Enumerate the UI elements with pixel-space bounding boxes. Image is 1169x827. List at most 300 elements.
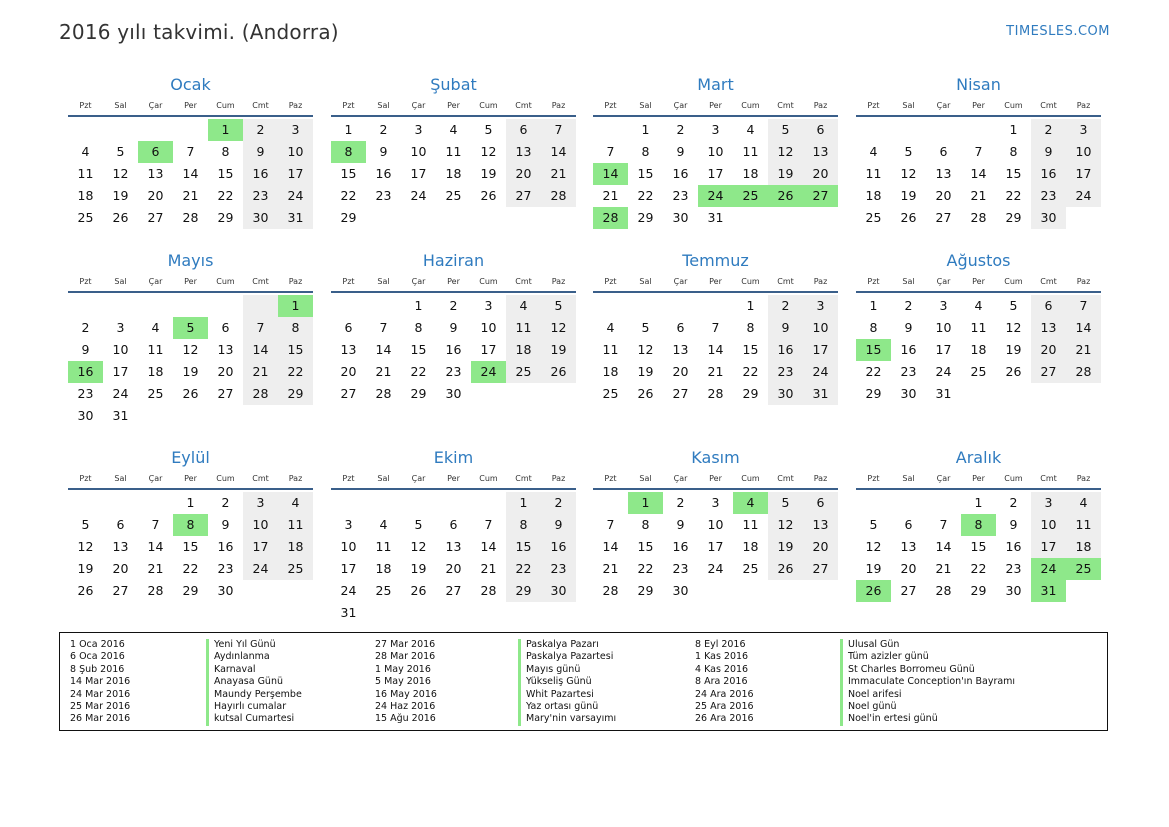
holiday-name: Yeni Yıl Günü xyxy=(206,639,276,651)
day-cell: 2 xyxy=(243,119,278,141)
day-cell: 13 xyxy=(900,539,917,554)
weekday-label: Pzt xyxy=(867,277,880,286)
day-cell: 7 xyxy=(1066,295,1101,317)
weekday-label: Çar xyxy=(411,474,426,483)
weekday-label: Cmt xyxy=(777,474,794,483)
weekday-header xyxy=(856,98,1101,117)
day-cell: 2 xyxy=(676,495,685,510)
day-cell: 7 xyxy=(974,144,983,159)
weekday-label: Cum xyxy=(741,101,760,110)
day-cell: 17 xyxy=(707,166,724,181)
day-cell: 3 xyxy=(278,119,313,141)
empty-cell xyxy=(278,580,313,602)
day-cell: 25 xyxy=(375,583,392,598)
day-cell: 15 xyxy=(637,539,654,554)
weekday-label: Sal xyxy=(114,101,127,110)
day-cell: 26 xyxy=(410,583,427,598)
weekday-label: Cmt xyxy=(515,101,532,110)
day-cell: 23 xyxy=(541,558,576,580)
day-cell: 29 xyxy=(217,210,234,225)
day-cell: 22 xyxy=(1005,188,1022,203)
day-cell: 22 xyxy=(278,361,313,383)
day-cell: 18 xyxy=(742,166,759,181)
day-cell: 24 xyxy=(698,185,733,207)
week-row xyxy=(856,383,1101,405)
day-cell: 26 xyxy=(1005,364,1022,379)
day-cell: 23 xyxy=(77,386,94,401)
day-cell: 20 xyxy=(112,561,129,576)
weekday-label: Paz xyxy=(813,474,828,483)
holiday-name: Karnaval xyxy=(206,664,256,676)
day-cell: 3 xyxy=(711,122,720,137)
weekday-label: Paz xyxy=(288,277,303,286)
day-cell: 11 xyxy=(278,514,313,536)
day-cell: 22 xyxy=(182,561,199,576)
week-row xyxy=(68,514,313,536)
empty-cell xyxy=(506,602,541,624)
day-cell: 29 xyxy=(278,383,313,405)
month-name: Ekim xyxy=(433,448,474,467)
weekday-label: Sal xyxy=(639,474,652,483)
weekday-label: Sal xyxy=(639,101,652,110)
day-cell: 16 xyxy=(445,342,462,357)
weekday-label: Pzt xyxy=(342,101,355,110)
day-cell: 25 xyxy=(742,561,759,576)
weekday-label: Cum xyxy=(216,277,235,286)
day-cell: 21 xyxy=(935,561,952,576)
day-cell: 4 xyxy=(81,144,90,159)
empty-cell xyxy=(768,580,803,602)
day-cell: 9 xyxy=(1009,517,1018,532)
weekday-label: Paz xyxy=(551,474,566,483)
empty-cell xyxy=(768,207,803,229)
day-cell: 12 xyxy=(77,539,94,554)
week-row xyxy=(331,361,576,383)
holiday-date: 16 May 2016 xyxy=(375,688,437,700)
day-cell: 23 xyxy=(900,364,917,379)
day-cell: 21 xyxy=(970,188,987,203)
day-cell: 11 xyxy=(865,166,882,181)
day-cell: 2 xyxy=(904,298,913,313)
day-cell: 4 xyxy=(869,144,878,159)
day-cell: 2 xyxy=(768,295,803,317)
empty-cell xyxy=(208,405,243,427)
holiday-date: 24 Ara 2016 xyxy=(695,688,754,700)
week-row xyxy=(593,207,838,229)
week-row xyxy=(68,492,313,514)
day-cell: 13 xyxy=(935,166,952,181)
day-cell: 27 xyxy=(506,185,541,207)
empty-cell xyxy=(471,602,506,624)
day-cell: 1 xyxy=(278,295,313,317)
day-cell: 4 xyxy=(151,320,160,335)
weekday-label: Paz xyxy=(551,277,566,286)
empty-cell xyxy=(891,492,926,514)
day-cell: 26 xyxy=(112,210,129,225)
day-cell: 28 xyxy=(541,185,576,207)
day-cell: 29 xyxy=(1005,210,1022,225)
day-cell: 4 xyxy=(449,122,458,137)
day-cell: 25 xyxy=(147,386,164,401)
day-cell: 25 xyxy=(445,188,462,203)
day-cell: 10 xyxy=(410,144,427,159)
week-row xyxy=(331,163,576,185)
week-row xyxy=(68,580,313,602)
holiday-date: 14 Mar 2016 xyxy=(70,676,131,688)
day-cell: 3 xyxy=(711,495,720,510)
day-cell: 29 xyxy=(637,210,654,225)
empty-cell xyxy=(891,119,926,141)
weekday-header xyxy=(331,274,576,293)
day-cell: 5 xyxy=(904,144,913,159)
day-cell: 29 xyxy=(410,386,427,401)
day-cell: 28 xyxy=(935,583,952,598)
day-cell: 26 xyxy=(541,361,576,383)
day-cell: 21 xyxy=(602,188,619,203)
day-cell: 9 xyxy=(541,514,576,536)
week-row xyxy=(68,383,313,405)
month-block xyxy=(856,447,1101,602)
month-name: Haziran xyxy=(422,251,485,270)
empty-cell xyxy=(593,119,628,141)
holiday-name: Noel günü xyxy=(840,701,897,713)
weekday-header xyxy=(856,471,1101,490)
day-cell: 18 xyxy=(77,188,94,203)
month-name: Nisan xyxy=(956,75,1001,94)
day-cell: 14 xyxy=(541,141,576,163)
day-cell: 24 xyxy=(1031,558,1066,580)
day-cell: 13 xyxy=(1031,317,1066,339)
day-cell: 11 xyxy=(445,144,462,159)
day-cell: 1 xyxy=(628,492,663,514)
day-cell: 9 xyxy=(81,342,90,357)
weekday-label: Cmt xyxy=(252,101,269,110)
day-cell: 23 xyxy=(217,561,234,576)
week-row xyxy=(856,361,1101,383)
weekday-label: Pzt xyxy=(604,101,617,110)
day-cell: 23 xyxy=(375,188,392,203)
weekday-header xyxy=(593,471,838,490)
empty-cell xyxy=(401,492,436,514)
weekday-label: Cmt xyxy=(1040,101,1057,110)
empty-cell xyxy=(541,602,576,624)
weekday-label: Paz xyxy=(1076,277,1091,286)
day-cell: 17 xyxy=(112,364,129,379)
holiday-name: St Charles Borromeu Günü xyxy=(840,664,975,676)
day-cell: 25 xyxy=(602,386,619,401)
day-cell: 18 xyxy=(278,536,313,558)
day-cell: 14 xyxy=(593,163,628,185)
day-cell: 10 xyxy=(278,141,313,163)
weekday-label: Paz xyxy=(1076,101,1091,110)
day-cell: 12 xyxy=(182,342,199,357)
empty-cell xyxy=(996,383,1031,405)
day-cell: 13 xyxy=(803,141,838,163)
day-cell: 10 xyxy=(707,517,724,532)
holiday-date: 26 Mar 2016 xyxy=(70,713,131,725)
day-cell: 11 xyxy=(506,317,541,339)
day-cell: 19 xyxy=(768,163,803,185)
day-cell: 8 xyxy=(869,320,878,335)
empty-cell xyxy=(628,295,663,317)
month-block xyxy=(331,447,576,624)
week-row xyxy=(68,207,313,229)
weekday-label: Per xyxy=(447,277,460,286)
day-cell: 6 xyxy=(138,141,173,163)
month-block xyxy=(593,447,838,602)
weekday-label: Cmt xyxy=(1040,277,1057,286)
holiday-date: 15 Ağu 2016 xyxy=(375,713,436,725)
day-cell: 5 xyxy=(1009,298,1018,313)
day-cell: 2 xyxy=(1031,119,1066,141)
day-cell: 26 xyxy=(856,580,891,602)
empty-cell xyxy=(926,119,961,141)
day-cell: 3 xyxy=(344,517,353,532)
day-cell: 22 xyxy=(637,561,654,576)
day-cell: 28 xyxy=(1066,361,1101,383)
empty-cell xyxy=(1066,207,1101,229)
weekday-label: Pzt xyxy=(867,474,880,483)
day-cell: 9 xyxy=(904,320,913,335)
page-title: 2016 yılı takvimi. (Andorra) xyxy=(59,20,339,44)
day-cell: 2 xyxy=(81,320,90,335)
weekday-label: Cum xyxy=(1004,101,1023,110)
month-block xyxy=(856,250,1101,405)
day-cell: 28 xyxy=(602,583,619,598)
month-block xyxy=(68,250,313,427)
week-row xyxy=(331,339,576,361)
day-cell: 23 xyxy=(1005,561,1022,576)
holiday-name: Aydınlanma xyxy=(206,651,270,663)
week-row xyxy=(593,536,838,558)
month-name: Aralık xyxy=(955,448,1002,467)
holiday-date: 4 Kas 2016 xyxy=(695,663,749,675)
week-row xyxy=(68,361,313,383)
day-cell: 9 xyxy=(676,144,685,159)
empty-cell xyxy=(471,492,506,514)
day-cell: 21 xyxy=(182,188,199,203)
week-row xyxy=(856,558,1101,580)
empty-cell xyxy=(243,295,278,317)
weekday-label: Sal xyxy=(377,277,390,286)
weekday-label: Çar xyxy=(936,474,951,483)
week-row xyxy=(68,185,313,207)
day-cell: 13 xyxy=(506,141,541,163)
month-name: Ağustos xyxy=(946,251,1011,270)
day-cell: 28 xyxy=(593,207,628,229)
day-cell: 16 xyxy=(1031,163,1066,185)
day-cell: 8 xyxy=(506,514,541,536)
day-cell: 23 xyxy=(672,561,689,576)
day-cell: 13 xyxy=(445,539,462,554)
week-row xyxy=(856,163,1101,185)
weekday-label: Cum xyxy=(1004,474,1023,483)
weekday-label: Pzt xyxy=(79,474,92,483)
holiday-name: Mary'nin varsayımı xyxy=(518,713,616,725)
empty-cell xyxy=(926,492,961,514)
day-cell: 23 xyxy=(445,364,462,379)
empty-cell xyxy=(401,602,436,624)
day-cell: 13 xyxy=(672,342,689,357)
holiday-name: Mayıs günü xyxy=(518,664,580,676)
week-row xyxy=(68,339,313,361)
day-cell: 9 xyxy=(379,144,388,159)
day-cell: 15 xyxy=(340,166,357,181)
day-cell: 24 xyxy=(278,185,313,207)
day-cell: 13 xyxy=(340,342,357,357)
day-cell: 6 xyxy=(116,517,125,532)
day-cell: 23 xyxy=(768,361,803,383)
day-cell: 30 xyxy=(217,583,234,598)
day-cell: 26 xyxy=(768,185,803,207)
empty-cell xyxy=(138,295,173,317)
holiday-date: 8 Eyl 2016 xyxy=(695,639,746,650)
day-cell: 14 xyxy=(243,339,278,361)
weekday-header xyxy=(331,471,576,490)
holiday-name: Immaculate Conception'ın Bayramı xyxy=(840,676,1015,688)
week-row xyxy=(331,514,576,536)
day-cell: 28 xyxy=(375,386,392,401)
weekday-label: Cum xyxy=(479,277,498,286)
weekday-header xyxy=(331,98,576,117)
day-cell: 27 xyxy=(217,386,234,401)
month-block xyxy=(331,250,576,405)
day-cell: 23 xyxy=(672,188,689,203)
day-cell: 25 xyxy=(278,558,313,580)
day-cell: 12 xyxy=(768,514,803,536)
empty-cell xyxy=(366,492,401,514)
day-cell: 5 xyxy=(116,144,125,159)
day-cell: 6 xyxy=(939,144,948,159)
day-cell: 24 xyxy=(340,583,357,598)
day-cell: 25 xyxy=(865,210,882,225)
week-row xyxy=(593,339,838,361)
holiday-name: Whit Pazartesi xyxy=(518,689,594,701)
day-cell: 20 xyxy=(672,364,689,379)
day-cell: 11 xyxy=(602,342,619,357)
month-block xyxy=(68,74,313,229)
week-row xyxy=(331,295,576,317)
day-cell: 12 xyxy=(112,166,129,181)
week-row xyxy=(593,317,838,339)
week-row xyxy=(593,361,838,383)
weekday-label: Per xyxy=(972,277,985,286)
day-cell: 20 xyxy=(147,188,164,203)
weekday-label: Cmt xyxy=(252,474,269,483)
day-cell: 16 xyxy=(1005,539,1022,554)
week-row xyxy=(331,317,576,339)
week-row xyxy=(68,536,313,558)
weekday-label: Pzt xyxy=(79,101,92,110)
weekday-label: Çar xyxy=(673,101,688,110)
day-cell: 11 xyxy=(77,166,94,181)
day-cell: 31 xyxy=(1031,580,1066,602)
week-row xyxy=(856,514,1101,536)
day-cell: 29 xyxy=(182,583,199,598)
day-cell: 21 xyxy=(375,364,392,379)
empty-cell xyxy=(436,492,471,514)
day-cell: 20 xyxy=(900,561,917,576)
day-cell: 18 xyxy=(742,539,759,554)
day-cell: 20 xyxy=(445,561,462,576)
empty-cell xyxy=(331,295,366,317)
weekday-header xyxy=(68,471,313,490)
week-row xyxy=(68,141,313,163)
day-cell: 7 xyxy=(606,517,615,532)
day-cell: 15 xyxy=(410,342,427,357)
day-cell: 17 xyxy=(243,536,278,558)
day-cell: 27 xyxy=(803,185,838,207)
week-row xyxy=(593,558,838,580)
month-block xyxy=(68,447,313,602)
day-cell: 19 xyxy=(112,188,129,203)
brand-link[interactable]: TIMESLES.COM xyxy=(1006,24,1110,39)
empty-cell xyxy=(471,207,506,229)
day-cell: 5 xyxy=(768,492,803,514)
day-cell: 4 xyxy=(278,492,313,514)
weekday-label: Cmt xyxy=(515,277,532,286)
day-cell: 11 xyxy=(742,517,759,532)
week-row xyxy=(593,185,838,207)
empty-cell xyxy=(803,207,838,229)
day-cell: 12 xyxy=(480,144,497,159)
holiday-date: 25 Ara 2016 xyxy=(695,701,754,712)
empty-cell xyxy=(698,580,733,602)
week-row xyxy=(331,207,576,229)
day-cell: 19 xyxy=(410,561,427,576)
empty-cell xyxy=(68,295,103,317)
weekday-label: Cmt xyxy=(515,474,532,483)
weekday-label: Cum xyxy=(741,474,760,483)
weekday-label: Çar xyxy=(411,277,426,286)
day-cell: 20 xyxy=(340,364,357,379)
day-cell: 4 xyxy=(506,295,541,317)
empty-cell xyxy=(961,119,996,141)
week-row xyxy=(856,580,1101,602)
day-cell: 17 xyxy=(707,539,724,554)
day-cell: 25 xyxy=(1066,558,1101,580)
week-row xyxy=(593,141,838,163)
day-cell: 17 xyxy=(340,561,357,576)
day-cell: 12 xyxy=(410,539,427,554)
day-cell: 6 xyxy=(803,492,838,514)
empty-cell xyxy=(541,383,576,405)
day-cell: 4 xyxy=(733,492,768,514)
day-cell: 22 xyxy=(865,364,882,379)
week-row xyxy=(856,207,1101,229)
weekday-label: Pzt xyxy=(342,277,355,286)
day-cell: 8 xyxy=(641,144,650,159)
day-cell: 13 xyxy=(112,539,129,554)
weekday-label: Cum xyxy=(1004,277,1023,286)
day-cell: 31 xyxy=(340,605,357,620)
day-cell: 13 xyxy=(147,166,164,181)
weekday-header xyxy=(68,274,313,293)
week-row xyxy=(68,405,313,427)
day-cell: 5 xyxy=(484,122,493,137)
day-cell: 18 xyxy=(865,188,882,203)
day-cell: 7 xyxy=(379,320,388,335)
day-cell: 12 xyxy=(541,317,576,339)
weekday-label: Sal xyxy=(114,277,127,286)
day-cell: 9 xyxy=(676,517,685,532)
day-cell: 17 xyxy=(278,163,313,185)
day-cell: 28 xyxy=(970,210,987,225)
day-cell: 22 xyxy=(410,364,427,379)
day-cell: 14 xyxy=(182,166,199,181)
month-block xyxy=(593,74,838,229)
day-cell: 15 xyxy=(970,539,987,554)
